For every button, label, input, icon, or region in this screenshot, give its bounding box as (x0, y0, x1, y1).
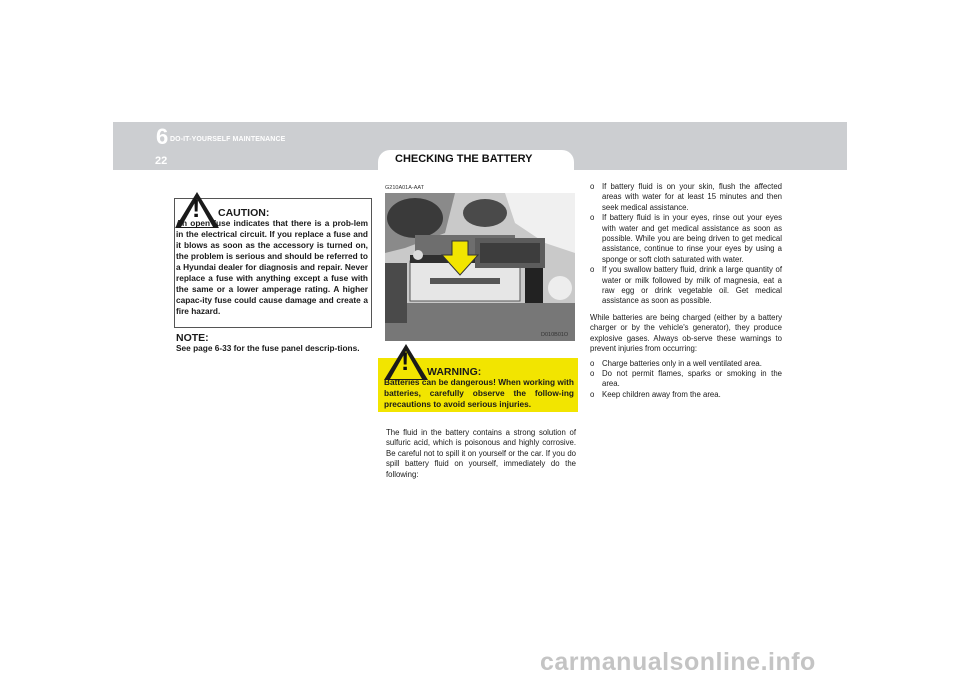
first-aid-text: If battery fluid is in your eyes, rinse out your eyes with water and get medical assistance as soon as possible. While you are being driven to get medical assistance, continue to rinse your eyes by using a sponge or soft cloth saturated with water. (602, 213, 782, 264)
warning-exclamation-icon: ! (401, 348, 410, 376)
charging-text: Charge batteries only in a well ventilated area. (602, 358, 762, 368)
caution-heading: CAUTION: (218, 207, 270, 219)
section-name: DO-IT-YOURSELF MAINTENANCE (170, 136, 286, 143)
charging-item (590, 369, 782, 390)
warning-heading: WARNING: (427, 366, 482, 378)
bullet-marker: o (590, 265, 595, 275)
first-aid-item (590, 182, 782, 213)
charging-text: Do not permit flames, sparks or smoking in the area. (602, 368, 782, 389)
caution-exclamation-icon: ! (192, 195, 201, 223)
bullet-marker: o (590, 358, 595, 368)
charging-item (590, 390, 782, 400)
caution-text: An open fuse indicates that there is a prob-lem in the electrical circuit. If you replace a fuse and it blows as soon as the accessory is turned on, the problem is serious and should be referred to a Hyundai dealer for diagnosis and repair. Never replace a fuse with anything except a fuse with the same or a lower amperage rating. A higher capac-ity fuse could cause damage and create a fire hazard. (176, 218, 368, 316)
section-number: 6 (156, 124, 169, 149)
note-text: See page 6-33 for the fuse panel descrip-tions. (176, 343, 360, 353)
photo-label: D010B01O (541, 332, 569, 338)
charging-paragraph: While batteries are being charged (either by a battery charger or by the vehicle's generator), they produce explosive gases. Always ob-serve these warnings to prevent injuries from occurring: (590, 312, 782, 354)
warning-text: Batteries can be dangerous! When working with batteries, carefully observe the follow-ing precautions to avoid serious injuries. (384, 377, 574, 409)
first-aid-text: If battery fluid is on your skin, flush the affected areas with water for at least 15 minutes and then seek medical assistance. (602, 182, 782, 212)
battery-photo (385, 193, 575, 341)
note-heading: NOTE: (176, 332, 209, 344)
right-column (590, 182, 782, 400)
photo-code: G210A01A-AAT (385, 185, 425, 191)
bullet-marker: o (590, 213, 595, 223)
charging-item (590, 359, 782, 369)
bullet-marker: o (590, 389, 595, 399)
bullet-marker: o (590, 368, 595, 378)
battery-fluid-paragraph: The fluid in the battery contains a strong solution of sulfuric acid, which is poisonous and highly corrosive. Be careful not to spill it on yourself or the car. If you do spill battery fluid on yourself, immediately do the following: (386, 428, 576, 479)
first-aid-item (590, 265, 782, 307)
charging-text: Keep children away from the area. (602, 389, 721, 399)
bullet-marker: o (590, 182, 595, 191)
page-number: 22 (155, 155, 168, 167)
watermark: carmanualsonline.info (540, 648, 816, 676)
section-title: CHECKING THE BATTERY (395, 153, 533, 165)
first-aid-text: If you swallow battery fluid, drink a large quantity of water or milk followed by milk of magnesia, eat a raw egg or drink vegetable oil. Get medical assistance as soon as possible. (602, 265, 782, 306)
engine-bay-illustration (385, 193, 575, 341)
first-aid-item (590, 213, 782, 265)
